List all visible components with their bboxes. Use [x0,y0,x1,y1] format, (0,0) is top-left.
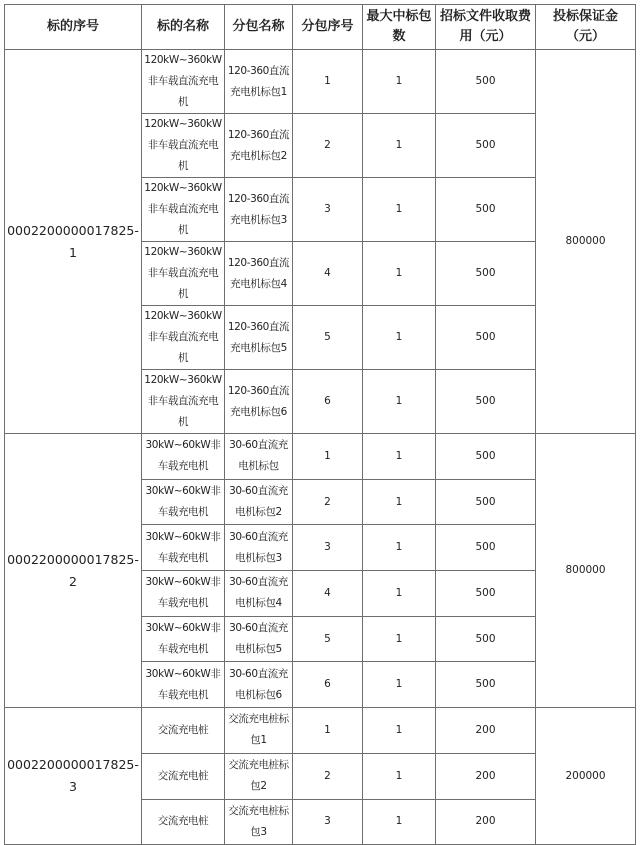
max-awards-cell: 1 [363,434,436,480]
package-number-cell: 2 [293,479,363,525]
package-name-cell: 30-60直流充电机标包4 [225,571,293,617]
package-number-cell: 6 [293,370,363,434]
bid-deposit-cell: 200000 [536,708,636,845]
package-number-cell: 6 [293,662,363,708]
header-row [5,5,636,50]
header-bid-deposit: 投标保证金（元） [536,5,636,50]
package-name-cell: 交流充电桩标包1 [225,708,293,754]
package-number-cell: 5 [293,616,363,662]
package-name-cell: 120-360直流充电机标包6 [225,370,293,434]
lot-name-cell: 30kW~60kW非车载充电机 [142,571,225,617]
max-awards-cell: 1 [363,370,436,434]
table-row [5,434,636,480]
package-number-cell: 2 [293,753,363,799]
lot-name-cell: 交流充电桩 [142,708,225,754]
document-fee-cell: 500 [436,242,536,306]
max-awards-cell: 1 [363,525,436,571]
header-lot-name: 标的名称 [142,5,225,50]
package-name-cell: 交流充电桩标包3 [225,799,293,845]
package-name-cell: 30-60直流充电机标包6 [225,662,293,708]
package-number-cell: 5 [293,306,363,370]
lot-name-cell: 30kW~60kW非车载充电机 [142,434,225,480]
package-number-cell: 4 [293,242,363,306]
package-name-cell: 120-360直流充电机标包4 [225,242,293,306]
package-number-cell: 3 [293,525,363,571]
lot-name-cell: 交流充电桩 [142,753,225,799]
lot-name-cell: 120kW~360kW非车载直流充电机 [142,178,225,242]
document-fee-cell: 200 [436,708,536,754]
document-fee-cell: 500 [436,525,536,571]
lot-name-cell: 120kW~360kW非车载直流充电机 [142,50,225,114]
package-name-cell: 120-360直流充电机标包5 [225,306,293,370]
header-max-awards: 最大中标包数 [363,5,436,50]
lot-name-cell: 30kW~60kW非车载充电机 [142,479,225,525]
max-awards-cell: 1 [363,50,436,114]
package-name-cell: 30-60直流充电机标包3 [225,525,293,571]
package-name-cell: 120-360直流充电机标包1 [225,50,293,114]
document-fee-cell: 500 [436,50,536,114]
lot-code-cell: 0002200000017825-1 [5,50,142,434]
max-awards-cell: 1 [363,571,436,617]
package-number-cell: 3 [293,799,363,845]
lot-code-cell: 0002200000017825-2 [5,434,142,708]
lot-name-cell: 交流充电桩 [142,799,225,845]
bid-package-table [4,4,636,845]
header-document-fee: 招标文件收取费用（元） [436,5,536,50]
max-awards-cell: 1 [363,708,436,754]
max-awards-cell: 1 [363,242,436,306]
document-fee-cell: 500 [436,479,536,525]
header-package-number: 分包序号 [293,5,363,50]
document-fee-cell: 500 [436,306,536,370]
package-number-cell: 3 [293,178,363,242]
document-fee-cell: 200 [436,753,536,799]
max-awards-cell: 1 [363,753,436,799]
max-awards-cell: 1 [363,114,436,178]
document-fee-cell: 500 [436,434,536,480]
package-name-cell: 30-60直流充电机标包 [225,434,293,480]
max-awards-cell: 1 [363,799,436,845]
package-name-cell: 30-60直流充电机标包2 [225,479,293,525]
package-name-cell: 30-60直流充电机标包5 [225,616,293,662]
table-row [5,50,636,114]
package-number-cell: 1 [293,708,363,754]
document-fee-cell: 500 [436,114,536,178]
header-lot-number: 标的序号 [5,5,142,50]
max-awards-cell: 1 [363,662,436,708]
lot-name-cell: 120kW~360kW非车载直流充电机 [142,242,225,306]
lot-name-cell: 30kW~60kW非车载充电机 [142,662,225,708]
package-number-cell: 1 [293,434,363,480]
lot-name-cell: 120kW~360kW非车载直流充电机 [142,370,225,434]
lot-code-cell: 0002200000017825-3 [5,708,142,845]
header-package-name: 分包名称 [225,5,293,50]
bid-deposit-cell: 800000 [536,50,636,434]
package-number-cell: 2 [293,114,363,178]
document-fee-cell: 500 [436,178,536,242]
package-name-cell: 交流充电桩标包2 [225,753,293,799]
package-name-cell: 120-360直流充电机标包3 [225,178,293,242]
bid-deposit-cell: 800000 [536,434,636,708]
package-number-cell: 4 [293,571,363,617]
lot-name-cell: 120kW~360kW非车载直流充电机 [142,114,225,178]
max-awards-cell: 1 [363,306,436,370]
document-fee-cell: 500 [436,616,536,662]
lot-name-cell: 30kW~60kW非车载充电机 [142,525,225,571]
max-awards-cell: 1 [363,178,436,242]
table-row [5,708,636,754]
max-awards-cell: 1 [363,616,436,662]
package-number-cell: 1 [293,50,363,114]
document-fee-cell: 500 [436,662,536,708]
package-name-cell: 120-360直流充电机标包2 [225,114,293,178]
document-fee-cell: 500 [436,571,536,617]
lot-name-cell: 120kW~360kW非车载直流充电机 [142,306,225,370]
document-fee-cell: 200 [436,799,536,845]
document-fee-cell: 500 [436,370,536,434]
max-awards-cell: 1 [363,479,436,525]
lot-name-cell: 30kW~60kW非车载充电机 [142,616,225,662]
